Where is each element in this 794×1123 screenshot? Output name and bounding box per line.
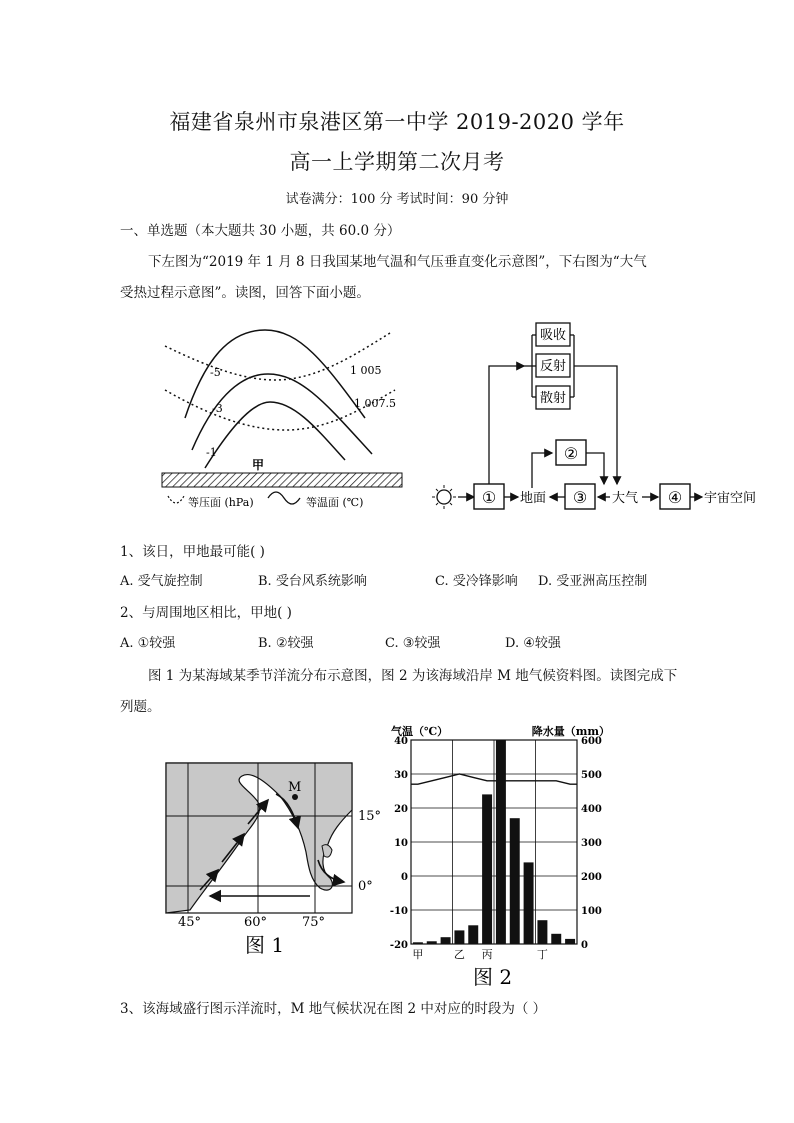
precip-tick-label: 200 <box>581 872 602 883</box>
precip-bar <box>454 930 464 944</box>
q3-stem: 3、该海域盛行图示洋流时，M 地气候状况在图 2 中对应的时段为（ ） <box>120 1001 547 1017</box>
box-3-label: ③ <box>572 488 588 507</box>
right-axis-title: 降水量（mm） <box>531 725 610 738</box>
precip-tick-label: 300 <box>581 838 602 849</box>
precip-bar <box>427 941 437 944</box>
x-period-label: 甲 <box>412 948 424 961</box>
q1-option-d: D. 受亚洲高压控制 <box>538 574 648 589</box>
precip-bar <box>482 794 492 944</box>
label-minus3: -3 <box>212 402 223 415</box>
ground-surface <box>162 473 402 487</box>
temp-tick-label: -10 <box>389 906 408 917</box>
x-period-label: 乙 <box>453 948 465 961</box>
fig2-caption: 图 2 <box>473 965 513 989</box>
climate-chart <box>385 722 620 992</box>
q2-stem: 2、与周围地区相比，甲地( ) <box>120 605 292 621</box>
label-jia: 甲 <box>252 458 265 472</box>
precip-bar <box>551 934 561 944</box>
q1-option-a: A. 受气旋控制 <box>120 574 203 589</box>
point-m-label: M <box>288 780 302 795</box>
legend-isotherm: 等温面 (℃) <box>306 496 364 509</box>
atmosphere-heating-figure <box>432 316 762 516</box>
q1-option-c: C. 受冷锋影响 <box>435 574 518 589</box>
q1-stem: 1、该日，甲地最可能( ) <box>120 544 265 560</box>
precip-bar <box>468 925 478 944</box>
label-atmosphere: 大气 <box>612 491 639 506</box>
precip-bar <box>413 942 423 944</box>
box-1-label: ① <box>481 488 497 507</box>
isobar-legend-icon <box>168 496 184 503</box>
x-period-label: 丁 <box>536 948 548 961</box>
label-10075: 1 007.5 <box>354 397 396 410</box>
q1-option-b: B. 受台风系统影响 <box>258 574 367 589</box>
passage2-line-2: 列题。 <box>120 699 161 715</box>
legend-isobar: 等压面 (hPa) <box>188 496 254 509</box>
label-scatter: 散射 <box>539 391 567 406</box>
section-heading: 一、单选题（本大题共 30 小题，共 60.0 分） <box>120 223 401 239</box>
isobar-isotherm-figure <box>150 318 410 516</box>
lat-label-0: 0° <box>358 879 373 894</box>
precip-bar <box>537 920 547 944</box>
ocean-current-map <box>160 760 390 960</box>
exam-title-line1: 福建省泉州市泉港区第一中学 2019-2020 学年 <box>169 110 625 134</box>
precip-bar <box>510 818 520 944</box>
label-reflect: 反射 <box>539 359 567 374</box>
temp-tick-label: 40 <box>394 736 408 747</box>
temp-tick-label: 30 <box>394 770 408 781</box>
label-absorb: 吸收 <box>539 328 567 343</box>
q2-option-d: D. ④较强 <box>505 636 561 651</box>
precip-bar <box>524 862 534 944</box>
precip-bar <box>496 740 506 944</box>
precip-bar <box>565 939 575 944</box>
isobar-10075 <box>165 390 395 430</box>
q2-option-c: C. ③较强 <box>385 636 441 651</box>
box-2-label: ② <box>563 444 579 463</box>
label-minus5: -5 <box>210 366 221 379</box>
intro-line-2: 受热过程示意图”。读图，回答下面小题。 <box>120 285 370 301</box>
lon-label-75: 75° <box>302 915 326 930</box>
temp-tick-label: 20 <box>394 804 408 815</box>
exam-title-line2: 高一上学期第二次月考 <box>289 150 505 174</box>
lon-label-60: 60° <box>244 915 268 930</box>
exam-meta: 试卷满分：100 分 考试时间：90 分钟 <box>285 192 509 207</box>
precip-tick-label: 500 <box>581 770 602 781</box>
label-ground: 地面 <box>520 491 547 506</box>
temp-tick-label: -20 <box>389 940 408 951</box>
precip-tick-label: 0 <box>581 940 588 951</box>
precip-tick-label: 400 <box>581 804 602 815</box>
temp-tick-label: 0 <box>401 872 408 883</box>
temp-tick-label: 10 <box>394 838 408 849</box>
lon-label-45: 45° <box>178 915 202 930</box>
passage2-line-1: 图 1 为某海域某季节洋流分布示意图，图 2 为该海域沿岸 M 地气候资料图。读图完成下 <box>148 668 678 684</box>
left-axis-title: 气温（℃） <box>391 725 449 738</box>
fig1-caption: 图 1 <box>245 933 285 957</box>
isotherm-legend-icon <box>268 492 300 504</box>
q2-option-a: A. ①较强 <box>120 636 176 651</box>
label-space: 宇宙空间 <box>704 491 757 506</box>
label-1005: 1 005 <box>350 364 382 377</box>
lat-label-15: 15° <box>358 809 382 824</box>
precip-tick-label: 100 <box>581 906 602 917</box>
precip-bar <box>441 937 451 944</box>
q2-option-b: B. ②较强 <box>258 636 314 651</box>
label-minus1: -1 <box>206 446 217 459</box>
isotherm-minus1 <box>205 402 345 468</box>
precip-tick-label: 600 <box>581 736 602 747</box>
sun-icon <box>432 485 456 509</box>
box-4-label: ④ <box>667 488 683 507</box>
intro-line-1: 下左图为“2019 年 1 月 8 日我国某地气温和气压垂直变化示意图”，下右图为“大气 <box>148 254 647 270</box>
x-period-label: 丙 <box>481 948 493 961</box>
